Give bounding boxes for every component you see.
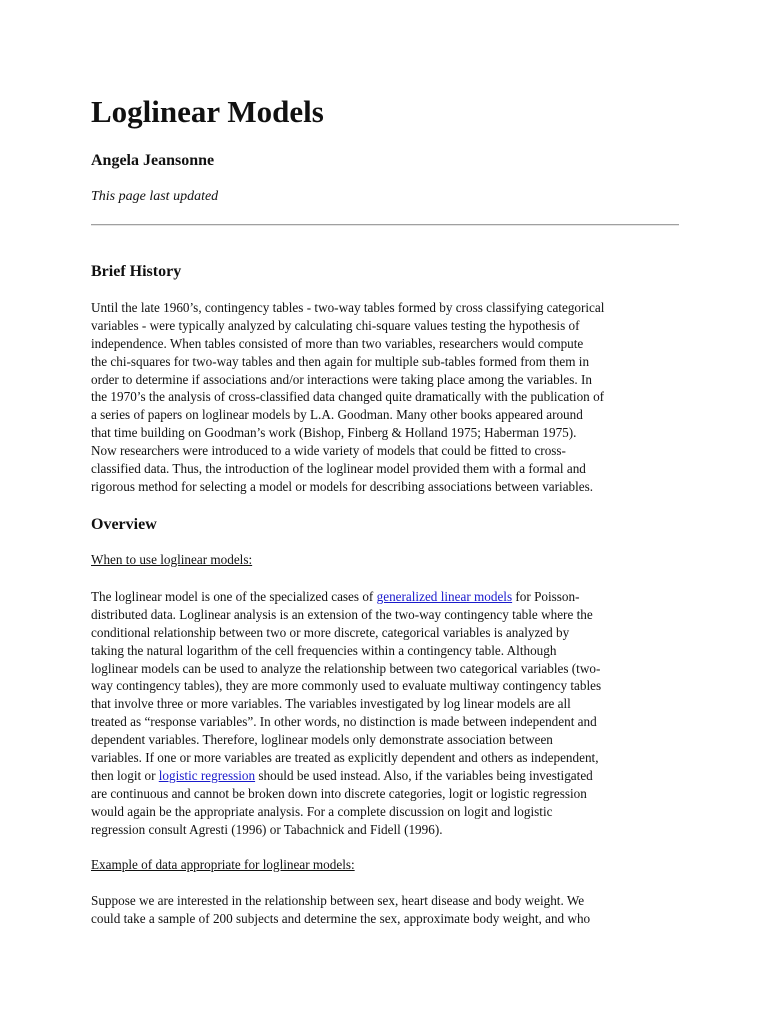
horizontal-rule — [91, 224, 679, 226]
subheading-example-data: Example of data appropriate for loglinear models: — [91, 857, 355, 872]
paragraph-line: way contingency tables), they are more commonly used to evaluate multiway contingency tables — [91, 678, 602, 694]
subheading-when-to-use: When to use loglinear models: — [91, 552, 253, 567]
text-run: then logit or — [91, 767, 159, 783]
section-heading-overview: Overview — [91, 516, 157, 533]
paragraph-line: the 1970’s the analysis of cross-classified data changed quite dramatically with the publication of — [91, 389, 605, 405]
paragraph-line: independence. When tables consisted of more than two variables, researchers would compute — [91, 335, 584, 351]
paragraph-line: Until the late 1960’s, contingency tables - two-way tables formed by cross classifying categorical — [91, 300, 605, 315]
paragraph-line: variables - were typically analyzed by calculating chi-square values testing the hypothesis of — [91, 317, 580, 333]
paragraph-line: conditional relationship between two or more discrete, categorical variables is analyzed by — [91, 624, 570, 640]
paragraph-line: could take a sample of 200 subjects and determine the sex, approximate body weight, and who — [91, 910, 591, 926]
link-logistic-regression[interactable]: logistic regression — [158, 767, 256, 783]
paragraph-line: are continuous and cannot be broken down into discrete categories, logit or logistic regression — [91, 785, 587, 801]
author-name: Angela Jeansonne — [91, 152, 215, 169]
paragraph-line: rigorous method for selecting a model or models for describing associations between variables. — [91, 478, 594, 494]
paragraph-line — [91, 588, 687, 606]
paragraph-line: loglinear models can be used to analyze the relationship between two categorical variables (two- — [91, 660, 601, 676]
paragraph-line: that involve three or more variables. The variables investigated by log linear models are all — [91, 696, 571, 712]
paragraph-line: distributed data. Loglinear analysis is an extension of the two-way contingency table where the — [91, 606, 593, 622]
when-to-use-subheading-block — [91, 551, 687, 569]
text-run: for Poisson- — [512, 589, 580, 604]
link-generalized-linear-models[interactable]: generalized linear models — [376, 589, 513, 604]
paragraph-line: Suppose we are interested in the relationship between sex, heart disease and body weight. We — [91, 893, 585, 908]
paragraph-line: classified data. Thus, the introduction of the loglinear model provided them with a formal and — [91, 461, 586, 477]
paragraph-line: regression consult Agresti (1996) or Tabachnick and Fidell (1996). — [91, 821, 443, 837]
paragraph-line — [91, 767, 687, 785]
example-paragraph — [91, 892, 687, 928]
paragraph-line: taking the natural logarithm of the cell frequencies within a contingency table. Although — [91, 642, 557, 658]
example-subheading-block — [91, 856, 687, 874]
section-heading-brief-history: Brief History — [91, 263, 182, 280]
overview-paragraph — [91, 588, 687, 838]
text-run: The loglinear model is one of the specialized cases of — [91, 589, 377, 604]
paragraph-line: variables. If one or more variables are treated as explicitly dependent and others as independent, — [91, 750, 599, 766]
paragraph-line: treated as “response variables”. In other words, no distinction is made between independent and — [91, 714, 597, 730]
paragraph-line: that time building on Goodman’s work (Bishop, Finberg & Holland 1975; Haberman 1975). — [91, 425, 577, 441]
paragraph-line: would again be the appropriate analysis. For a complete discussion on logit and logistic — [91, 803, 553, 819]
paragraph-line: the chi-squares for two-way tables and then again for multiple sub-tables formed from them in — [91, 353, 590, 369]
text-run: should be used instead. Also, if the variables being investigated — [255, 767, 593, 783]
brief-history-paragraph — [91, 299, 687, 496]
paragraph-line: a series of papers on loglinear models by L.A. Goodman. Many other books appeared around — [91, 407, 583, 423]
last-updated-note: This page last updated — [91, 189, 219, 204]
paragraph-line: dependent variables. Therefore, loglinear models only demonstrate association between — [91, 732, 553, 748]
paragraph-line: Now researchers were introduced to a wide variety of models that could be fitted to cross- — [91, 443, 566, 459]
paragraph-line: order to determine if associations and/or interactions were taking place among the variables. In — [91, 371, 592, 387]
page-title: Loglinear Models — [91, 94, 324, 129]
